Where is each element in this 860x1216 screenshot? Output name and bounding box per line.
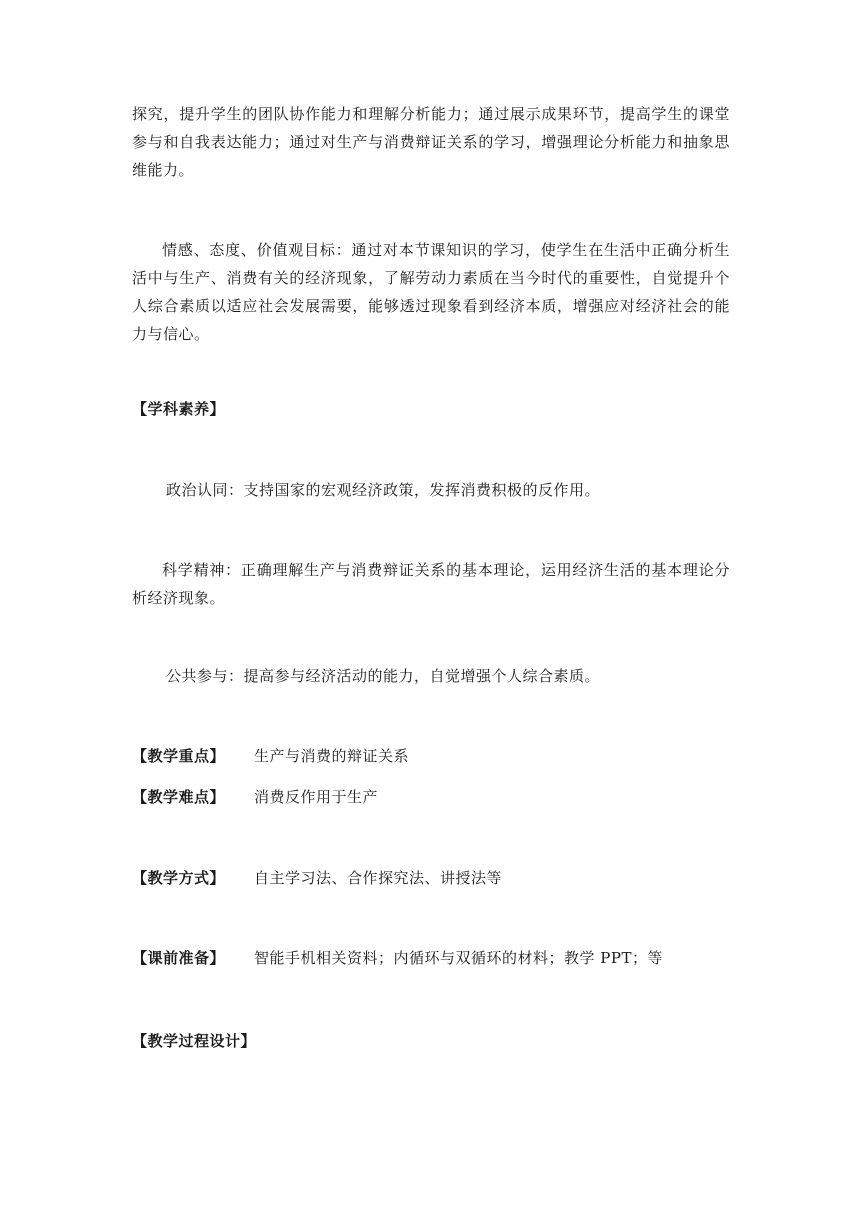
teaching-key-label: 【教学重点】: [132, 747, 226, 765]
teaching-process-heading: 【教学过程设计】: [132, 1032, 257, 1050]
public-participation-paragraph: 公共参与：提高参与经济活动的能力，自觉增强个人综合素质。: [166, 667, 601, 685]
political-identity-paragraph: 政治认同：支持国家的宏观经济政策，发挥消费积极的反作用。: [166, 481, 601, 499]
teaching-difficulty-label: 【教学难点】: [132, 788, 226, 806]
teaching-method-row: [132, 864, 502, 892]
teaching-method-label: 【教学方式】: [132, 869, 226, 887]
class-preparation-row: [132, 944, 663, 972]
subject-literacy-heading: 【学科素养】: [132, 400, 226, 418]
ability-goal-paragraph: 探究，提升学生的团队协作能力和理解分析能力；通过展示成果环节，提高学生的课堂参与和自我表达能力；通过对生产与消费辩证关系的学习，增强理论分析能力和抽象思维能力。: [132, 105, 730, 179]
teaching-difficulty-row: [132, 783, 378, 811]
class-preparation-value: 智能手机相关资料；内循环与双循环的材料；教学 PPT；等: [254, 949, 663, 967]
emotion-goal-paragraph: 情感、态度、价值观目标：通过对本节课知识的学习，使学生在生活中正确分析生活中与生产、消费有关的经济现象，了解劳动力素质在当今时代的重要性，自觉提升个人综合素质以适应社会发展需要，能够透过现象看到经济本质，增强应对经济社会的能力与信心。: [132, 241, 730, 343]
teaching-key-value: 生产与消费的辩证关系: [254, 747, 410, 765]
teaching-method-value: 自主学习法、合作探究法、讲授法等: [254, 869, 503, 887]
teaching-key-row: [132, 742, 409, 770]
scientific-spirit-paragraph: 科学精神：正确理解生产与消费辩证关系的基本理论，运用经济生活的基本理论分析经济现象。: [132, 561, 730, 607]
teaching-difficulty-value: 消费反作用于生产: [254, 788, 379, 806]
class-preparation-label: 【课前准备】: [132, 949, 226, 967]
